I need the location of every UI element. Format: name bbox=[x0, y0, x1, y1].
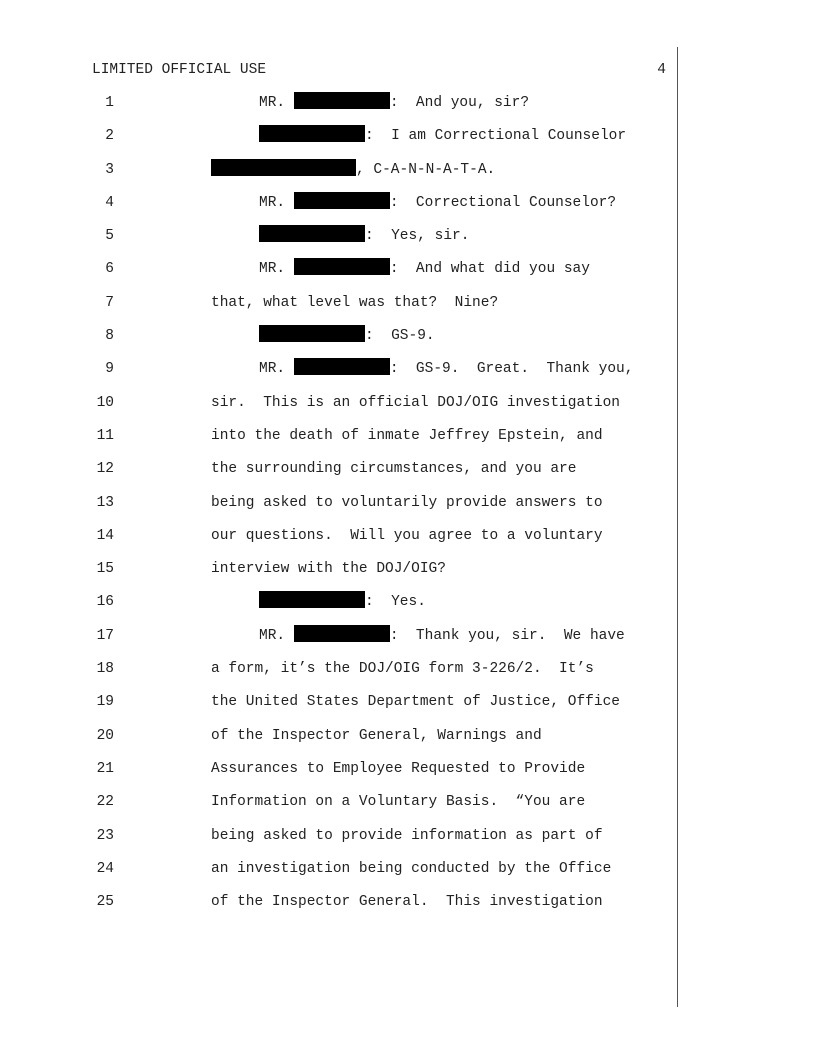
transcript-line bbox=[0, 825, 676, 858]
transcript-line bbox=[0, 891, 676, 924]
transcript-line bbox=[0, 292, 676, 325]
line-text: being asked to voluntarily provide answers to bbox=[211, 494, 603, 511]
line-content: : GS-9. bbox=[365, 328, 435, 345]
line-number: 1 bbox=[105, 95, 114, 111]
line-text bbox=[259, 358, 633, 380]
transcript-line bbox=[0, 725, 676, 758]
line-number: 14 bbox=[96, 527, 114, 544]
transcript-line bbox=[0, 425, 676, 458]
line-text bbox=[211, 159, 495, 181]
line-number: 24 bbox=[96, 860, 114, 877]
line-text bbox=[259, 625, 625, 647]
transcript-line bbox=[0, 325, 676, 358]
redaction-block bbox=[259, 125, 365, 142]
transcript-line bbox=[0, 358, 676, 391]
speaker-prefix: MR. bbox=[259, 627, 294, 644]
transcript-line bbox=[0, 258, 676, 291]
line-number: 19 bbox=[96, 694, 114, 711]
transcript-line bbox=[0, 858, 676, 891]
redaction-block bbox=[294, 258, 390, 275]
line-text: of the Inspector General, Warnings and bbox=[211, 727, 542, 744]
redaction-block bbox=[259, 325, 365, 342]
transcript-line bbox=[0, 525, 676, 558]
transcript-line bbox=[0, 458, 676, 491]
line-text bbox=[259, 92, 529, 114]
line-number: 7 bbox=[105, 294, 114, 311]
line-text: the surrounding circumstances, and you are bbox=[211, 461, 577, 478]
line-number: 3 bbox=[105, 161, 114, 178]
line-text: interview with the DOJ/OIG? bbox=[211, 561, 446, 578]
redaction-block bbox=[211, 159, 356, 176]
line-text: sir. This is an official DOJ/OIG investigation bbox=[211, 394, 620, 411]
line-text: an investigation being conducted by the Office bbox=[211, 860, 612, 877]
speaker-prefix: MR. bbox=[259, 95, 294, 111]
line-text: Information on a Voluntary Basis. “You are bbox=[211, 794, 586, 811]
line-text bbox=[259, 325, 435, 347]
transcript-line bbox=[0, 492, 676, 525]
line-text: of the Inspector General. This investigation bbox=[211, 894, 603, 911]
redaction-block bbox=[259, 591, 365, 608]
line-content: : Yes. bbox=[365, 594, 426, 611]
redaction-block bbox=[294, 358, 390, 375]
transcript-lines bbox=[0, 92, 676, 924]
line-number: 4 bbox=[105, 194, 114, 211]
transcript-line bbox=[0, 591, 676, 624]
transcript-line bbox=[0, 691, 676, 724]
transcript-line bbox=[0, 92, 676, 125]
redaction-block bbox=[294, 192, 390, 209]
line-text bbox=[259, 591, 426, 613]
line-number: 5 bbox=[105, 228, 114, 245]
line-number: 6 bbox=[105, 261, 114, 278]
classification-header: LIMITED OFFICIAL USE bbox=[92, 62, 267, 78]
transcript-line bbox=[0, 625, 676, 658]
line-number: 25 bbox=[96, 894, 114, 911]
transcript-line bbox=[0, 159, 676, 192]
line-text: a form, it’s the DOJ/OIG form 3-226/2. It’s bbox=[211, 661, 594, 678]
transcript-line bbox=[0, 658, 676, 691]
right-margin-rule bbox=[677, 47, 678, 1007]
page-number: 4 bbox=[657, 62, 666, 78]
speaker-prefix: MR. bbox=[259, 361, 294, 378]
line-text: Assurances to Employee Requested to Provide bbox=[211, 760, 586, 777]
transcript-line bbox=[0, 225, 676, 258]
line-text bbox=[259, 125, 626, 147]
line-number: 23 bbox=[96, 827, 114, 844]
line-content: : Correctional Counselor? bbox=[389, 194, 617, 211]
line-content: : And you, sir? bbox=[389, 95, 530, 111]
transcript-line bbox=[0, 125, 676, 158]
line-number: 12 bbox=[96, 461, 114, 478]
line-content: : Yes, sir. bbox=[365, 228, 470, 245]
redaction-block bbox=[294, 92, 390, 109]
line-number: 15 bbox=[96, 561, 114, 578]
line-text: being asked to provide information as part of bbox=[211, 827, 603, 844]
line-number: 11 bbox=[96, 427, 114, 444]
line-number: 18 bbox=[96, 661, 114, 678]
line-number: 17 bbox=[96, 627, 114, 644]
transcript-line bbox=[0, 558, 676, 591]
line-content: : I am Correctional Counselor bbox=[365, 128, 627, 145]
line-content: : GS-9. Great. Thank you, bbox=[389, 361, 634, 378]
line-content: : And what did you say bbox=[389, 261, 590, 278]
speaker-prefix: MR. bbox=[259, 261, 294, 278]
line-text bbox=[259, 225, 469, 247]
line-text: the United States Department of Justice, Office bbox=[211, 694, 620, 711]
transcript-line bbox=[0, 791, 676, 824]
line-text: into the death of inmate Jeffrey Epstein, and bbox=[211, 427, 603, 444]
line-number: 9 bbox=[105, 361, 114, 378]
transcript-line bbox=[0, 192, 676, 225]
redaction-block bbox=[259, 225, 365, 242]
line-text: our questions. Will you agree to a voluntary bbox=[211, 527, 603, 544]
line-number: 13 bbox=[96, 494, 114, 511]
line-number: 2 bbox=[105, 128, 114, 145]
line-content: : Thank you, sir. We have bbox=[389, 627, 625, 644]
line-number: 20 bbox=[96, 727, 114, 744]
line-text bbox=[259, 258, 590, 280]
line-number: 8 bbox=[105, 328, 114, 345]
line-text bbox=[259, 192, 616, 214]
line-number: 16 bbox=[96, 594, 114, 611]
line-content: , C-A-N-N-A-T-A. bbox=[356, 161, 496, 178]
line-number: 21 bbox=[96, 760, 114, 777]
transcript-line bbox=[0, 758, 676, 791]
transcript-line bbox=[0, 392, 676, 425]
line-number: 10 bbox=[96, 394, 114, 411]
redaction-block bbox=[294, 625, 390, 642]
line-text: that, what level was that? Nine? bbox=[211, 294, 499, 311]
speaker-prefix: MR. bbox=[259, 194, 294, 211]
line-number: 22 bbox=[96, 794, 114, 811]
